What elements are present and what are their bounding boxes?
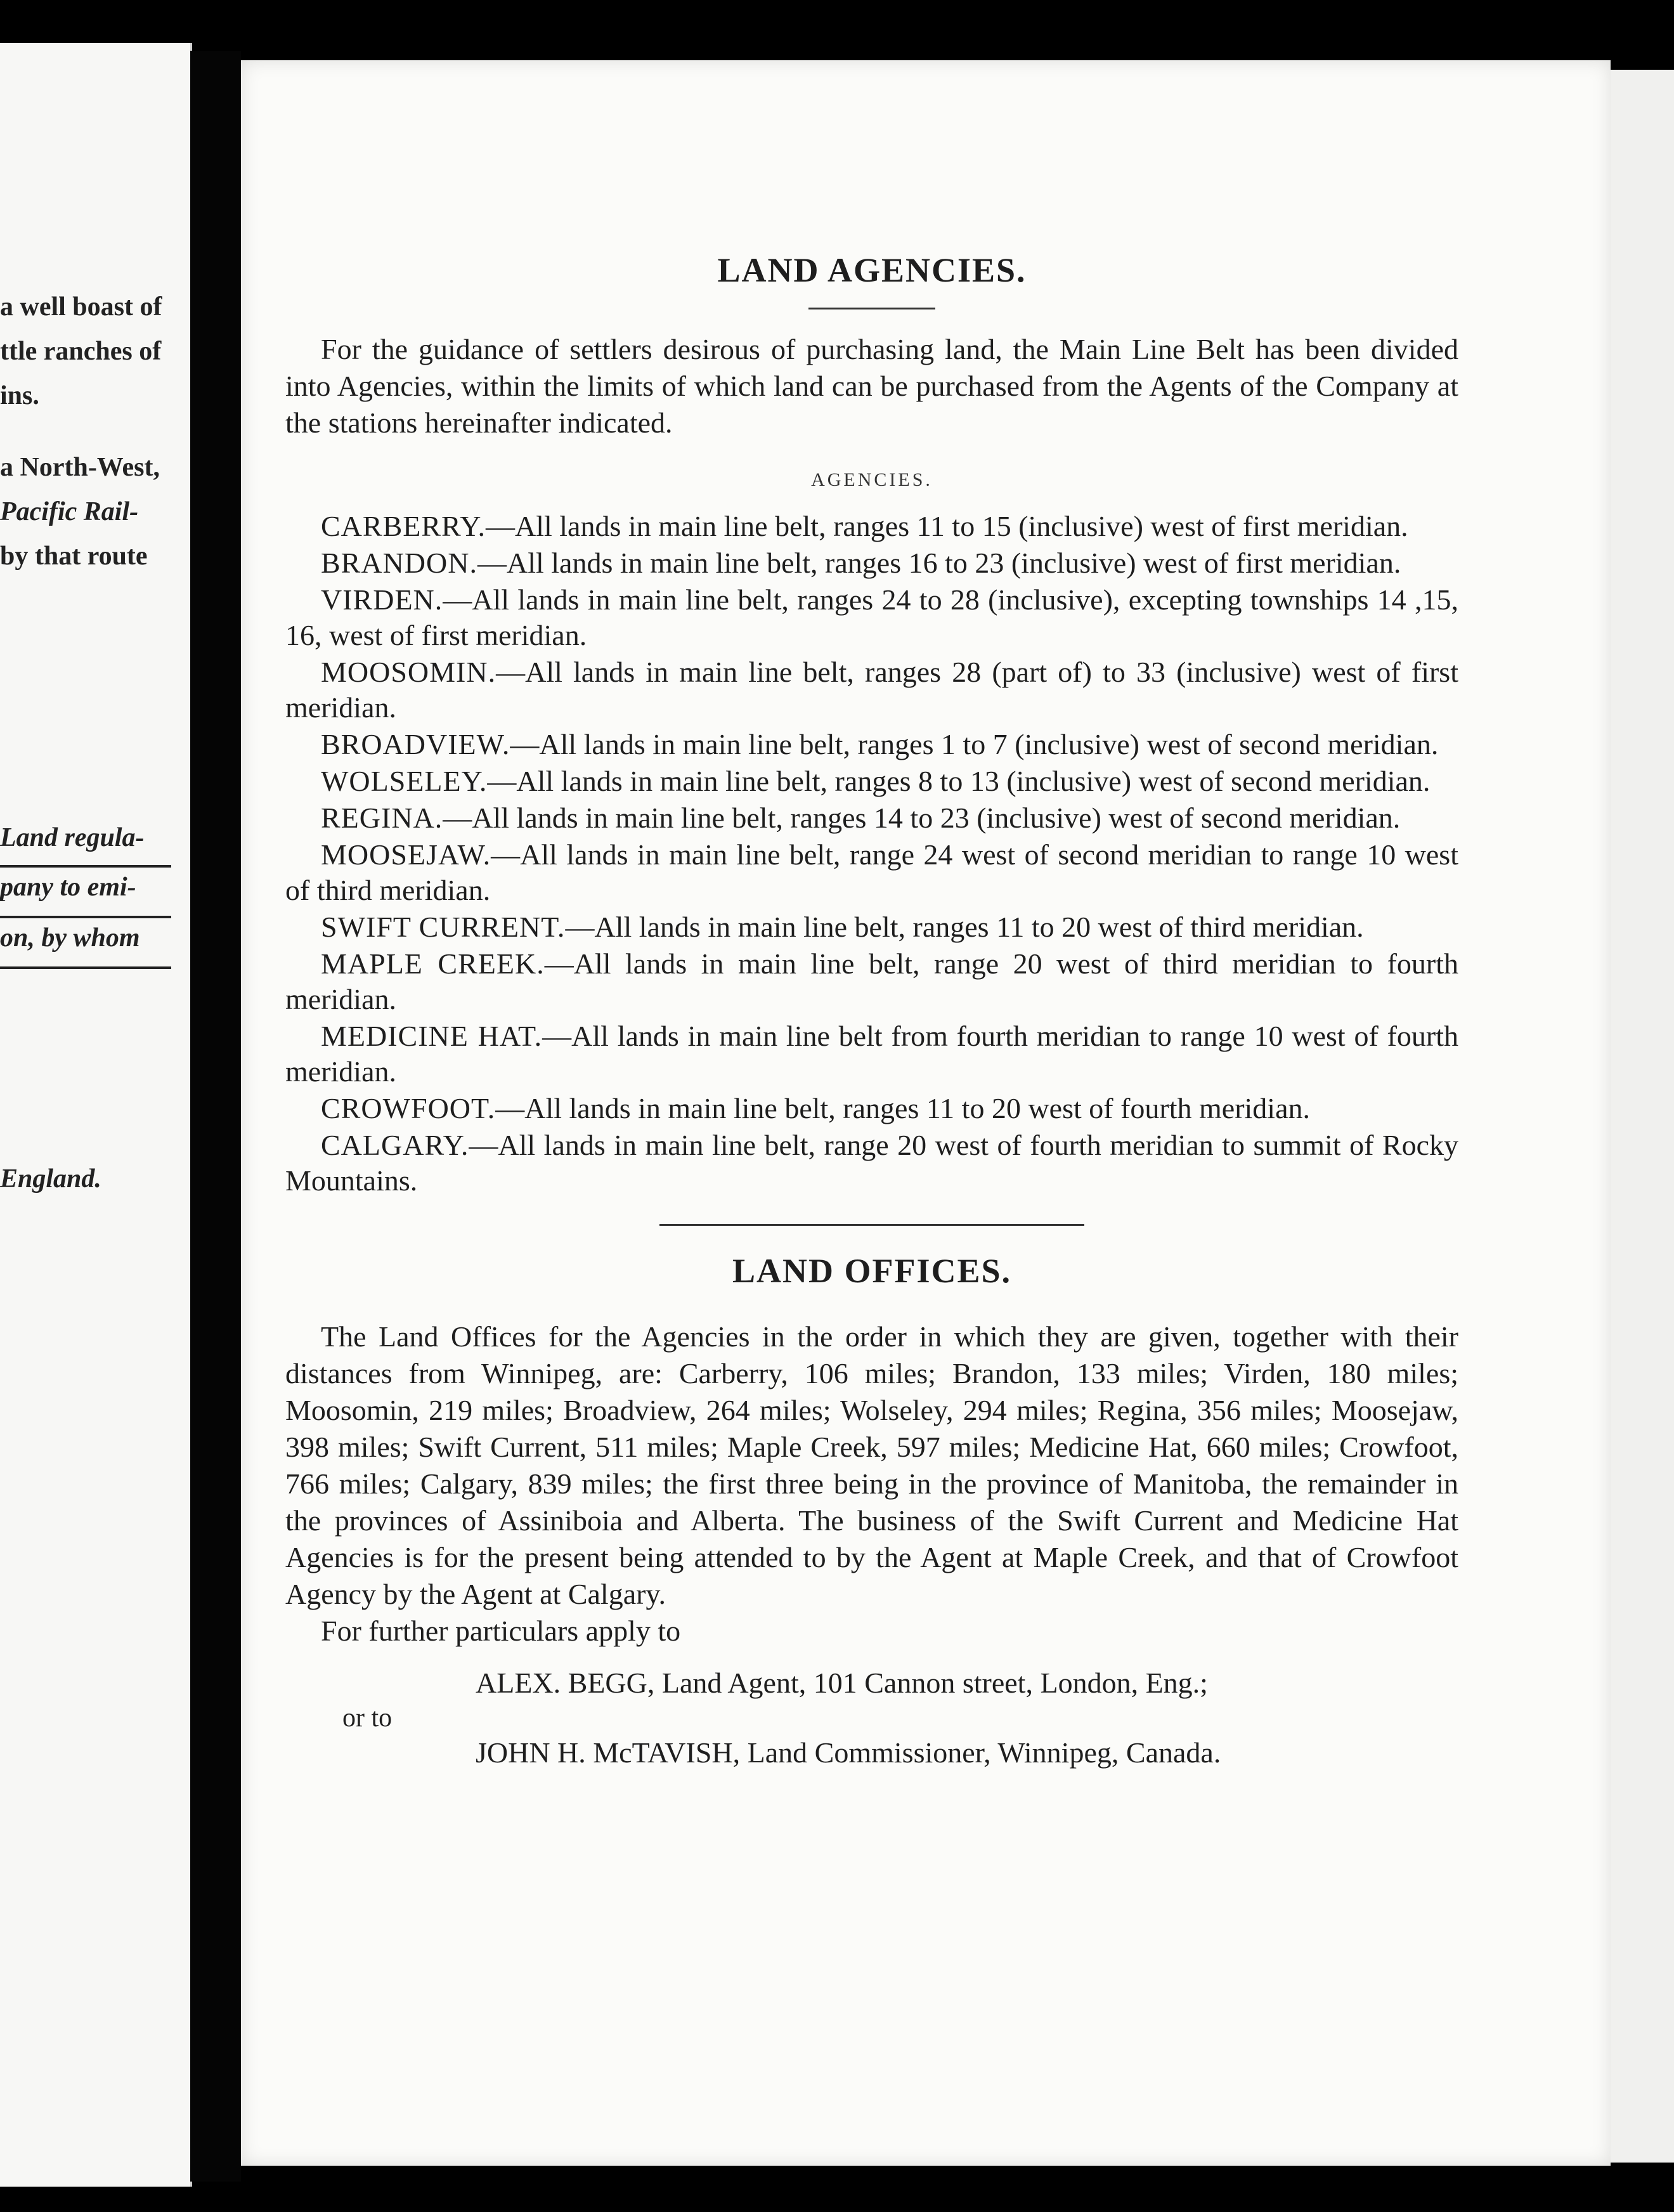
agency-name: SWIFT CURRENT. xyxy=(321,911,566,943)
facing-page-line: ins. xyxy=(0,381,39,410)
agency-name: MOOSOMIN. xyxy=(321,656,496,688)
contact-alex-begg: ALEX. BEGG, Land Agent, 101 Cannon street, London, Eng.; xyxy=(476,1667,1208,1699)
land-agencies-heading: LAND AGENCIES. xyxy=(717,251,1027,289)
agency-description: —All lands in main line belt, ranges 16 to 23 (inclusive) west of first meridian. xyxy=(477,547,1401,579)
agency-description: —All lands in main line belt, ranges 8 to 13 (inclusive) west of second meridian. xyxy=(487,765,1431,797)
agency-description: —All lands in main line belt, ranges 11 to 20 west of third meridian. xyxy=(565,911,1364,943)
contact-john-mctavish: JOHN H. McTAVISH, Land Commissioner, Winnipeg, Canada. xyxy=(476,1736,1221,1769)
agency-entry xyxy=(285,582,1458,653)
agency-name: CARBERRY. xyxy=(321,510,486,542)
agency-description: —All lands in main line belt, ranges 11 to 20 west of fourth meridian. xyxy=(495,1092,1310,1124)
facing-page-line: pany to emi- xyxy=(0,873,136,902)
document-page xyxy=(241,60,1611,2166)
agency-description: —All lands in main line belt from fourth meridian to range 10 west of fourth meridian. xyxy=(285,1020,1459,1088)
book-right-edge xyxy=(1604,70,1674,2163)
agency-name: BROADVIEW. xyxy=(321,728,510,760)
facing-page-line: Pacific Rail- xyxy=(0,497,139,526)
agency-entry xyxy=(285,837,1458,908)
agency-entry xyxy=(285,545,1458,581)
or-to-label: or to xyxy=(342,1703,393,1733)
agency-description: —All lands in main line belt, range 24 west of second meridian to range 10 west of third meridian. xyxy=(285,838,1458,906)
agency-entry xyxy=(285,727,1458,762)
agency-entry xyxy=(285,654,1458,725)
agencies-subheading: AGENCIES. xyxy=(811,469,933,490)
book-spine xyxy=(190,51,241,2182)
agency-description: —All lands in main line belt, ranges 28 (part of) to 33 (inclusive) west of first meridian. xyxy=(285,656,1458,724)
agency-name: VIRDEN. xyxy=(321,583,443,616)
agency-description: —All lands in main line belt, ranges 14 to 23 (inclusive) west of second meridian. xyxy=(443,802,1401,834)
agency-name: BRANDON. xyxy=(321,547,477,579)
agency-name: MEDICINE HAT. xyxy=(321,1020,543,1052)
agency-name: MOOSEJAW. xyxy=(321,838,491,871)
agency-name: CROWFOOT. xyxy=(321,1092,496,1124)
facing-page-line: Land regula- xyxy=(0,823,145,852)
contact-block xyxy=(285,1666,1458,1786)
facing-page-line: a well boast of xyxy=(0,292,162,322)
agency-entry xyxy=(285,946,1458,1017)
facing-page-line: ttle ranches of xyxy=(0,337,162,366)
agency-entry xyxy=(285,509,1458,544)
facing-page-line: by that route xyxy=(0,542,148,571)
agency-description: —All lands in main line belt, range 20 west of fourth meridian to summit of Rocky Mountains. xyxy=(285,1129,1458,1197)
land-offices-body: The Land Offices for the Agencies in the order in which they are given, together with their distances from Winnipeg, are: Carberry, 106 miles; Brandon, 133 miles; Virden, 180 miles; Moosomin, 219 miles; Broadview, 264 miles; Wolseley, 294 miles; Regina, 356 miles; Moosejaw, 398 miles; Swift Current, 511 miles; Maple Creek, 597 miles; Medicine Hat, 660 miles; Crowfoot, 766 miles; Calgary, 839 miles; the first three being in the province of Manitoba, the remainder in the provinces of Assiniboia and Alberta. The business of the Swift Current and Medicine Hat Agencies is for the present being attended to by the Agent at Maple Creek, and that of Crowfoot Agency by the Agent at Calgary. xyxy=(285,1320,1458,1610)
facing-page-underline xyxy=(0,966,171,969)
facing-page-line: a North-West, xyxy=(0,453,160,482)
agency-entry xyxy=(285,800,1458,836)
agency-name: CALGARY. xyxy=(321,1129,469,1161)
agency-description: —All lands in main line belt, ranges 11 to 15 (inclusive) west of first meridian. xyxy=(485,510,1408,542)
section-divider xyxy=(659,1224,1084,1226)
land-agencies-intro: For the guidance of settlers desirous of purchasing land, the Main Line Belt has been divided into Agencies, within the limits of which land can be purchased from the Agents of the Company at the stations hereinafter indicated. xyxy=(285,333,1458,439)
agency-description: —All lands in main line belt, ranges 24 to 28 (inclusive), excepting townships 14 ,15, 16, west of first meridian. xyxy=(285,583,1458,651)
heading-rule xyxy=(808,308,935,309)
agency-name: WOLSELEY. xyxy=(321,765,488,797)
agency-name: MAPLE CREEK. xyxy=(321,947,545,980)
land-offices-heading: LAND OFFICES. xyxy=(732,1252,1012,1290)
agency-entry xyxy=(285,909,1458,945)
agency-entry xyxy=(285,764,1458,799)
agency-entry xyxy=(285,1128,1458,1199)
agency-entry xyxy=(285,1091,1458,1126)
facing-page-underline xyxy=(0,865,171,868)
apply-line: For further particulars apply to xyxy=(321,1615,681,1647)
facing-page-line: on, by whom xyxy=(0,923,140,953)
agency-entry xyxy=(285,1018,1458,1090)
agency-name: REGINA. xyxy=(321,802,443,834)
page-content xyxy=(285,250,1458,1786)
agency-description: —All lands in main line belt, ranges 1 to 7 (inclusive) west of second meridian. xyxy=(510,728,1439,760)
agencies-list xyxy=(285,509,1458,1199)
facing-page-edge xyxy=(0,43,192,2187)
facing-page-underline xyxy=(0,916,171,918)
facing-page-line: England. xyxy=(0,1164,101,1194)
agency-description: —All lands in main line belt, range 20 west of third meridian to fourth meridian. xyxy=(285,947,1459,1015)
